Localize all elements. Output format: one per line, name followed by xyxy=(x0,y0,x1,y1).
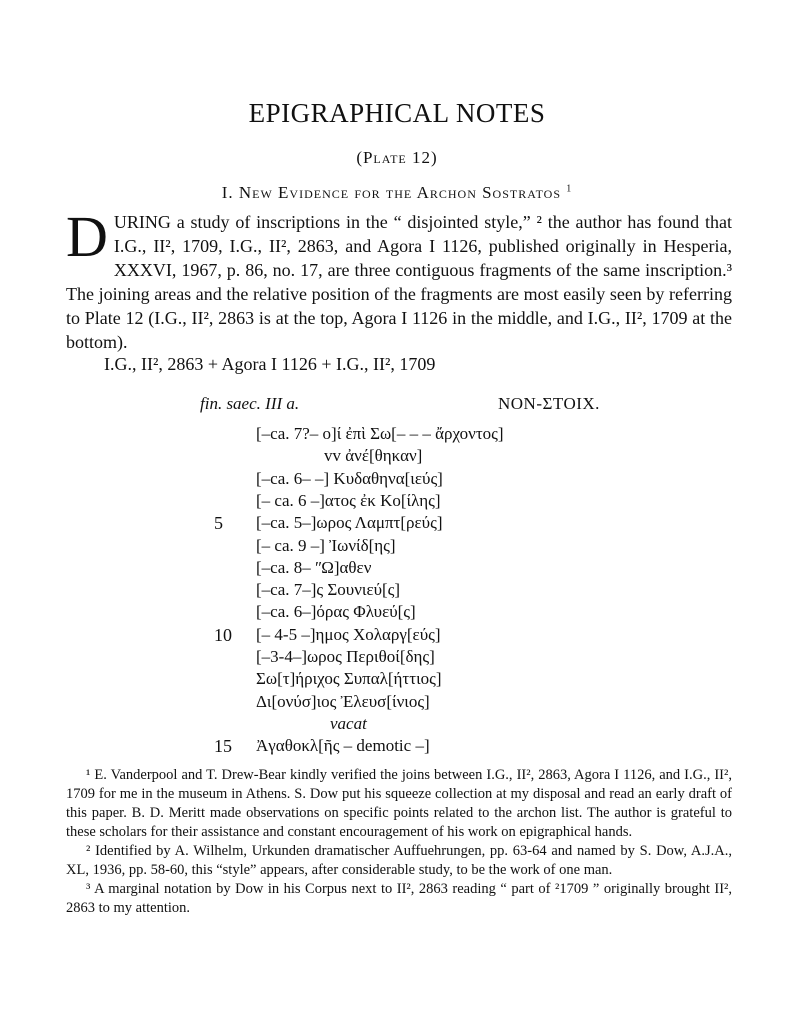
footnote: ³ A marginal notation by Dow in his Corpus next to II², 2863 reading “ part of ²1709 ” originally brought II², 2863 to my attention. xyxy=(66,881,732,916)
inscription-line xyxy=(0,602,794,622)
line-text: [–ca. 6– –] Κυδαθηνα[ιεύς] xyxy=(256,468,443,488)
line-text: vv ἀνέ[θηκαν] xyxy=(324,446,423,466)
inscription-line xyxy=(0,647,794,667)
plate-reference: (Plate 12) xyxy=(356,148,438,167)
line-text: [–ca. 8– ʺΩ]αθεν xyxy=(256,557,372,577)
inscription-style: NON-ΣΤΟΙΧ. xyxy=(498,394,600,413)
inscription-line xyxy=(0,692,794,712)
inscription-date: fin. saec. III a. xyxy=(200,394,300,413)
inscription-line xyxy=(0,469,794,489)
section-heading-text: I. New Evidence for the Archon Sostratos xyxy=(221,183,562,202)
inscription-line xyxy=(0,714,794,734)
inscription-line xyxy=(0,625,794,645)
line-text: [– 4-5 –]ημος Χολαργ[εύς] xyxy=(256,624,441,644)
inscription-line xyxy=(0,446,794,466)
inscription-line xyxy=(0,513,794,533)
line-text: Ἀγαθοκλ[ῆς – demotic –] xyxy=(256,736,430,756)
drop-cap: D xyxy=(66,204,108,269)
line-text: [–ca. 7–]ς Σουνιεύ[ς] xyxy=(256,580,401,600)
line-text: vacat xyxy=(330,713,367,733)
inscription-line xyxy=(0,558,794,578)
line-text: [– ca. 9 –] Ἰωνίδ[ης] xyxy=(256,535,396,555)
inscription-line xyxy=(0,536,794,556)
line-text: Σω[τ]ήριχος Συπαλ[ήττιος] xyxy=(256,669,442,689)
section-heading xyxy=(0,183,794,203)
body-paragraph xyxy=(66,204,732,354)
line-text: [–ca. 5–]ωρος Λαμπτ[ρεύς] xyxy=(256,513,443,533)
line-number: 5 xyxy=(214,513,223,534)
inscription-line xyxy=(0,491,794,511)
line-text: Δι[ονύσ]ιος Ἐλευσ[ίνιος] xyxy=(256,691,430,711)
line-text: [–3-4–]ωρος Περιθοί[δης] xyxy=(256,647,435,666)
inscription-line xyxy=(0,669,794,689)
line-number: 15 xyxy=(214,736,232,757)
join-formula: I.G., II², 2863 + Agora I 1126 + I.G., II², 1709 xyxy=(104,354,436,374)
line-text: [–ca. 6–]όρας Φλυεύ[ς] xyxy=(256,602,416,622)
line-text: [–ca. 7?– ο]ί ἐπὶ Σω[– – – ἄρχοντος] xyxy=(256,424,504,443)
footnote-marker: 1 xyxy=(566,183,573,195)
page-title: EPIGRAPHICAL NOTES xyxy=(248,98,546,128)
inscription-line xyxy=(0,736,794,756)
line-number: 10 xyxy=(214,624,232,645)
footnote: ² Identified by A. Wilhelm, Urkunden dramatischer Auffuehrungen, pp. 63-64 and named by S. Dow, A.J.A., XL, 1936, pp. 58-60, this “style” appears, after considerable study, to be the work of one man. xyxy=(66,843,732,878)
line-text: [– ca. 6 –]ατος ἐκ Κο[ίλης] xyxy=(256,490,441,510)
inscription-line xyxy=(0,424,794,444)
inscription-line xyxy=(0,580,794,600)
footnote: ¹ E. Vanderpool and T. Drew-Bear kindly verified the joins between I.G., II², 2863, Agora I 1126, and I.G., II², 1709 for me in the museum in Athens. S. Dow put his squeeze collection at my disposal and read an early draft of this paper. B. D. Meritt made observations on specific points related to the archon list. The author is grateful to these scholars for their assistance and constant encouragement of his work on epigraphical hands. xyxy=(66,767,732,840)
footnotes xyxy=(66,766,732,918)
paragraph-text: URING a study of inscriptions in the “ disjointed style,” ² the author has found that I.G., II², 1709, I.G., II², 2863, and Agora I 1126, published originally in Hesperia, XXXVI, 1967, p. 86, no. 17, are three contiguous fragments of the same inscription.³ The joining areas and the relative position of the fragments are most easily seen by referring to Plate 12 (I.G., II², 2863 is at the top, Agora I 1126 in the middle, and I.G., II², 1709 at the bottom). xyxy=(66,212,732,352)
